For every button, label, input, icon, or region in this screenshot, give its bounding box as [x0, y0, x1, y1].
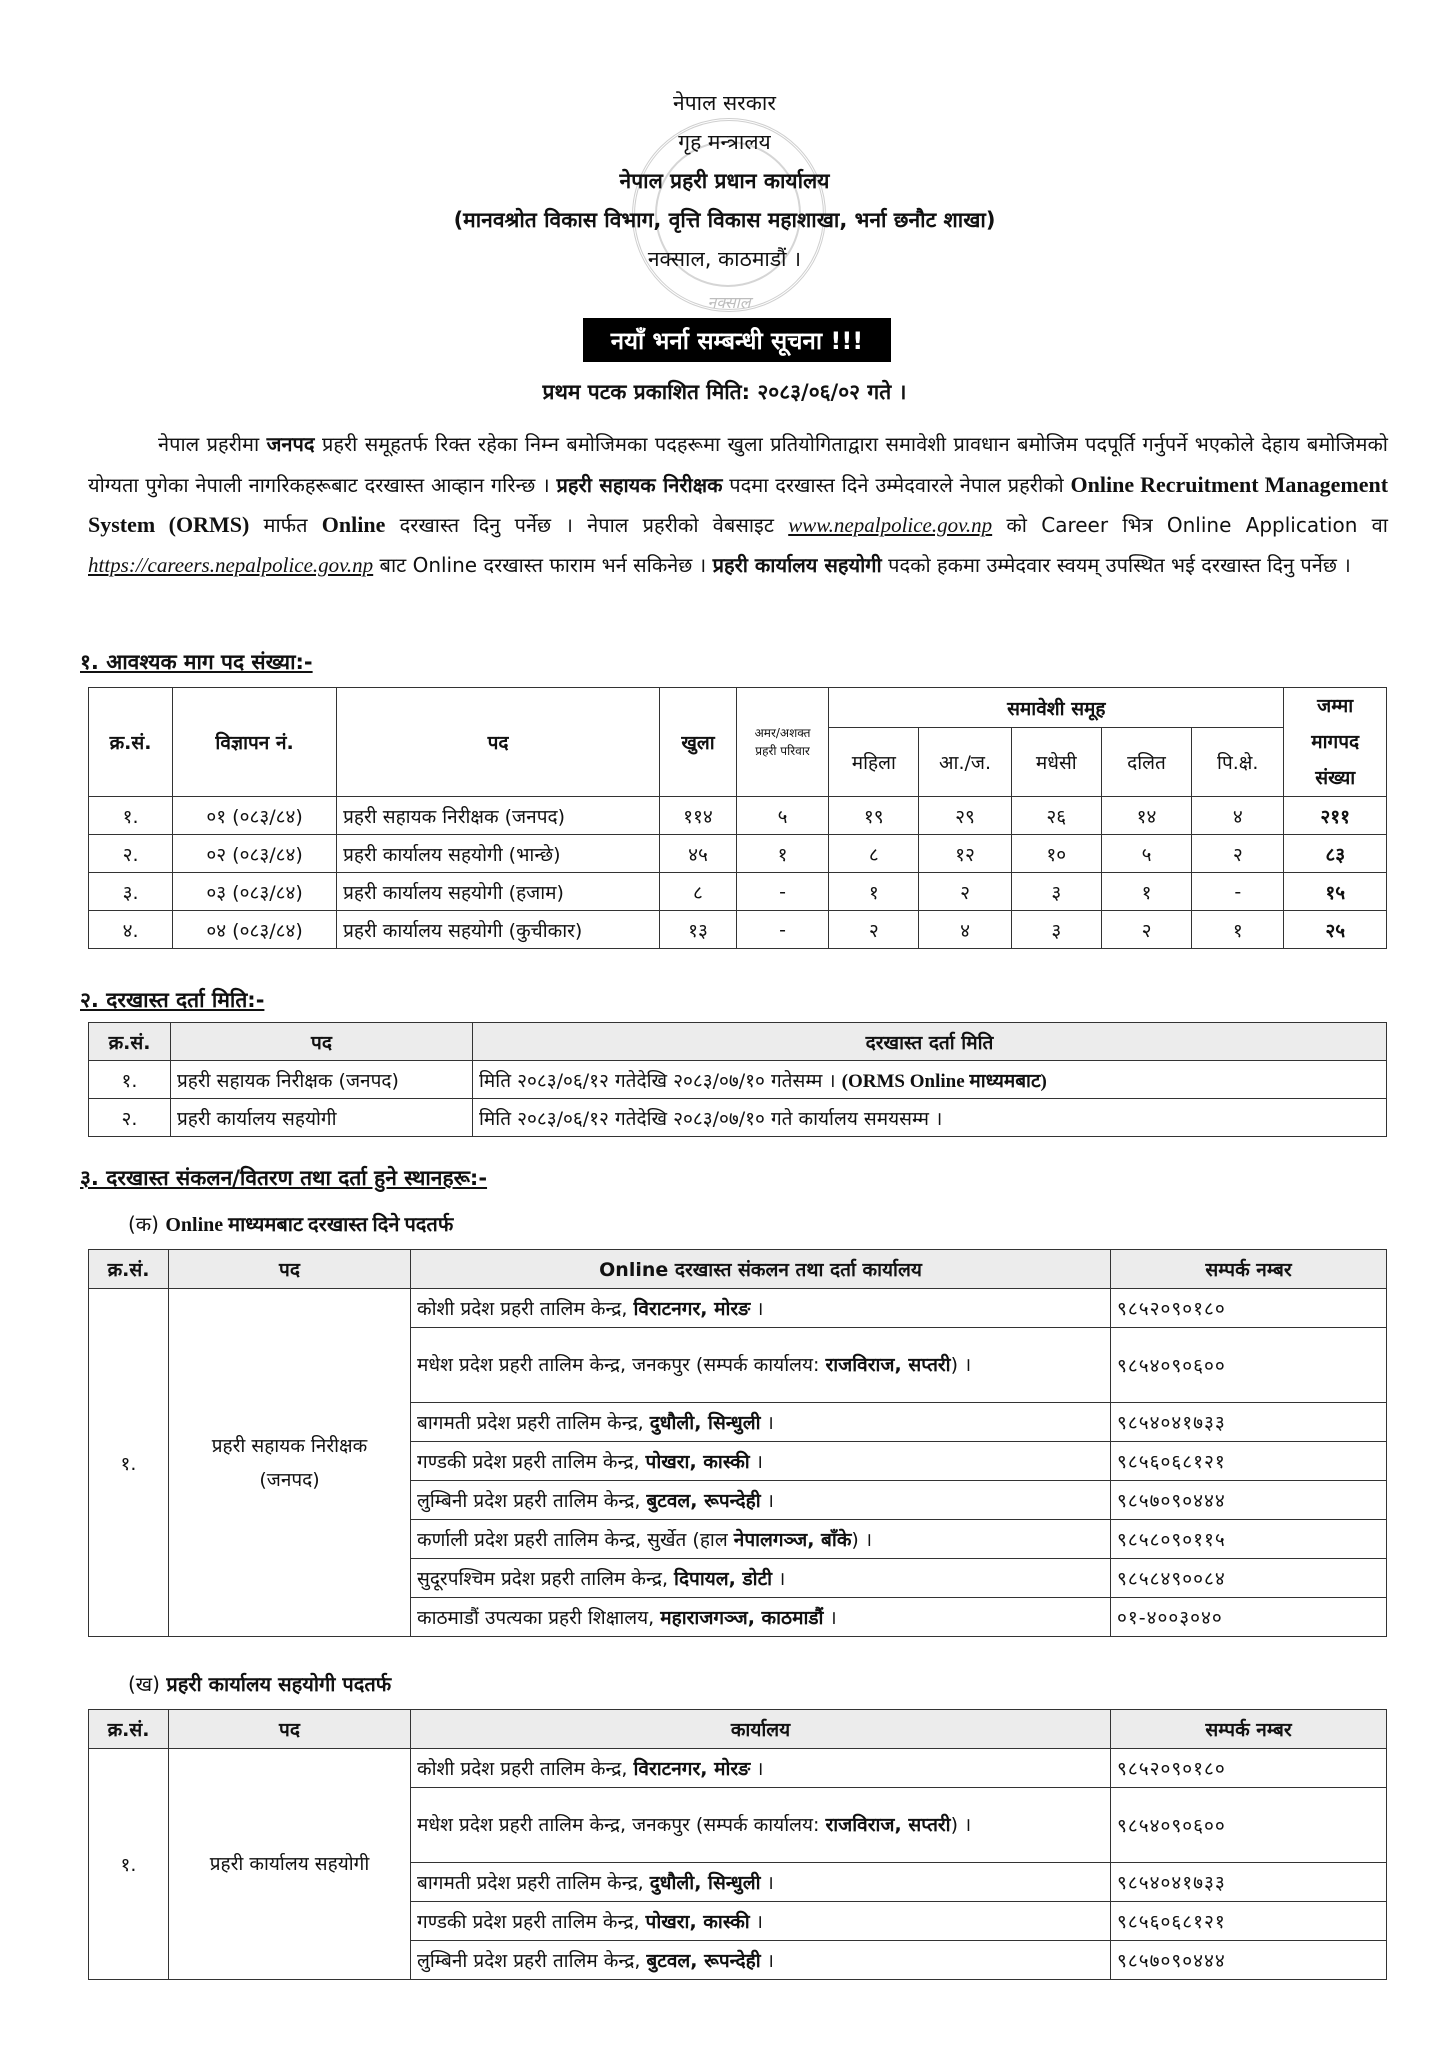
cell-post: प्रहरी सहायक निरीक्षक (जनपद): [337, 797, 660, 835]
cell-contact: ९८५६०६८१२१: [1111, 1902, 1387, 1941]
office-location: दुधौली, सिन्धुली: [649, 1412, 761, 1434]
notice-title: नयाँ भर्ना सम्बन्धी सूचना !!!: [583, 318, 891, 362]
header-inclusive: समावेशी समूह: [829, 688, 1284, 728]
cell-office: [411, 1403, 1111, 1442]
office-name: मधेश प्रदेश प्रहरी तालिम केन्द्र, जनकपुर (सम्पर्क कार्यालय:: [417, 1814, 826, 1836]
header-office: नेपाल प्रहरी प्रधान कार्यालय: [619, 169, 830, 193]
cell-sn: ३.: [89, 873, 173, 911]
header-madhesi: मधेसी: [1011, 728, 1101, 797]
cell-post: प्रहरी सहायक निरीक्षक (जनपद): [171, 1061, 473, 1099]
intro-bold: प्रहरी सहायक निरीक्षक: [556, 472, 723, 497]
office-suffix: ।: [760, 1872, 774, 1894]
header-women: महिला: [829, 728, 919, 797]
cell-adno: ०३ (०८३/८४): [173, 873, 337, 911]
seal-text: नक्साल: [707, 293, 751, 312]
cell-contact: ९८५२०९०१८०: [1111, 1749, 1387, 1788]
cell-madhesi: ३: [1011, 873, 1101, 911]
header-post: पद: [169, 1250, 411, 1289]
cell-dalit: १: [1101, 873, 1191, 911]
cell-office: [411, 1788, 1111, 1863]
cell-family: -: [736, 873, 828, 911]
header-contact: सम्पर्क नम्बर: [1111, 1250, 1387, 1289]
cell-contact: ९८५४०४१७३३: [1111, 1403, 1387, 1442]
cell-office: [411, 1328, 1111, 1403]
header-backward: पि.क्षे.: [1192, 728, 1284, 797]
office-location: नेपालगञ्ज, बाँके: [733, 1529, 852, 1551]
cell-backward: ४: [1192, 797, 1284, 835]
header-office: Online दरखास्त संकलन तथा दर्ता कार्यालय: [411, 1250, 1111, 1289]
office-name: काठमाडौं उपत्यका प्रहरी शिक्षालय,: [417, 1607, 661, 1629]
table-row: [89, 1749, 1387, 1788]
intro-text: बाट Online दरखास्त फाराम भर्न सकिनेछ ।: [373, 552, 713, 577]
cell-dalit: १४: [1101, 797, 1191, 835]
intro-bold: प्रहरी कार्यालय सहयोगी: [712, 552, 882, 577]
cell-madhesi: २६: [1011, 797, 1101, 835]
cell-open: ११४: [660, 797, 737, 835]
office-suffix: ।: [760, 1950, 774, 1972]
cell-contact: ९८५७०९०४४४: [1111, 1481, 1387, 1520]
cell-women: २: [829, 911, 919, 949]
office-location: विराटनगर, मोरङ: [633, 1758, 751, 1780]
office-suffix: ) ।: [851, 1529, 873, 1551]
date-text: मिति २०८३/०६/१२ गतेदेखि २०८३/०७/१० गते कार्यालय समयसम्म ।: [479, 1107, 943, 1130]
online-offices-table: [88, 1249, 1387, 1637]
intro-text: दरखास्त दिनु पर्नेछ । नेपाल प्रहरीको वेबसाइट: [385, 513, 789, 537]
cell-total: ८३: [1284, 835, 1387, 873]
office-location: दुधौली, सिन्धुली: [649, 1872, 761, 1894]
cell-backward: १: [1192, 911, 1284, 949]
header-adno: विज्ञापन नं.: [173, 688, 337, 797]
cell-backward: -: [1192, 873, 1284, 911]
header-sn: क्र.सं.: [89, 1710, 169, 1749]
office-name: कर्णाली प्रदेश प्रहरी तालिम केन्द्र, सुर्खेत (हाल: [417, 1529, 734, 1551]
header-date: दरखास्त दर्ता मिति: [473, 1023, 1387, 1061]
cell-office: [411, 1481, 1111, 1520]
office-assistant-table: [88, 1709, 1387, 1980]
subsection-b-prefix: (ख): [128, 1672, 167, 1696]
office-location: पोखरा, कास्की: [645, 1911, 750, 1933]
section1-title: १. आवश्यक माग पद संख्या:-: [80, 650, 313, 674]
header-post: पद: [337, 688, 660, 797]
posts-table: [88, 687, 1387, 949]
cell-sn: १.: [89, 1061, 171, 1099]
cell-contact: ९८५४०९०६००: [1111, 1788, 1387, 1863]
cell-contact: ०१-४००३०४०: [1111, 1598, 1387, 1637]
cell-post: प्रहरी कार्यालय सहयोगी (भान्छे): [337, 835, 660, 873]
cell-open: ८: [660, 873, 737, 911]
office-suffix: ) ।: [950, 1814, 972, 1836]
cell-family: ५: [736, 797, 828, 835]
cell-sn: ४.: [89, 911, 173, 949]
cell-madhesi: ३: [1011, 911, 1101, 949]
cell-backward: २: [1192, 835, 1284, 873]
office-name: मधेश प्रदेश प्रहरी तालिम केन्द्र, जनकपुर (सम्पर्क कार्यालय:: [417, 1354, 826, 1376]
header-family: अमर/अशक्त प्रहरी परिवार: [736, 688, 828, 797]
header-office: कार्यालय: [411, 1710, 1111, 1749]
cell-contact: ९८५७०९०४४४: [1111, 1941, 1387, 1980]
office-name: बागमती प्रदेश प्रहरी तालिम केन्द्र,: [417, 1872, 650, 1894]
office-suffix: ।: [750, 1298, 764, 1320]
office-suffix: ।: [750, 1758, 764, 1780]
office-suffix: ।: [760, 1412, 774, 1434]
subsection-b-title: [128, 1670, 391, 1697]
office-assistant-body: [89, 1749, 1387, 1980]
cell-madhesi: १०: [1011, 835, 1101, 873]
section2-title: २. दरखास्त दर्ता मिति:-: [80, 988, 265, 1012]
cell-post: प्रहरी सहायक निरीक्षक (जनपद): [169, 1289, 411, 1637]
office-suffix: ।: [760, 1490, 774, 1512]
online-offices-body: [89, 1289, 1387, 1637]
office-location: पोखरा, कास्की: [645, 1451, 750, 1473]
header-address: नक्साल, काठमाडौं ।: [647, 247, 802, 271]
header-dalit: दलित: [1101, 728, 1191, 797]
intro-text: को Career भित्र Online Application वा: [992, 513, 1388, 537]
intro-text: पदमा दरखास्त दिने उम्मेदवारले नेपाल प्रहरीको: [722, 472, 1071, 497]
office-suffix: ।: [772, 1568, 786, 1590]
cell-janajati: १२: [919, 835, 1011, 873]
cell-post: प्रहरी कार्यालय सहयोगी (हजाम): [337, 873, 660, 911]
office-name: कोशी प्रदेश प्रहरी तालिम केन्द्र,: [417, 1298, 634, 1320]
cell-adno: ०४ (०८३/८४): [173, 911, 337, 949]
date-method: (ORMS Online माध्यमबाट): [841, 1070, 1047, 1092]
office-name: गण्डकी प्रदेश प्रहरी तालिम केन्द्र,: [417, 1451, 646, 1473]
header-government: नेपाल सरकार: [673, 91, 776, 115]
table-row: [89, 1099, 1387, 1137]
cell-office: [411, 1520, 1111, 1559]
office-name: लुम्बिनी प्रदेश प्रहरी तालिम केन्द्र,: [417, 1950, 647, 1972]
cell-women: ८: [829, 835, 919, 873]
office-suffix: ।: [823, 1607, 837, 1629]
cell-date: [473, 1099, 1387, 1137]
cell-open: ४५: [660, 835, 737, 873]
office-suffix: ।: [749, 1911, 763, 1933]
table-row: [89, 797, 1387, 835]
cell-contact: ९८५६०६८१२१: [1111, 1442, 1387, 1481]
published-date: प्रथम पटक प्रकाशित मिति: २०८३/०६/०२ गते ।: [542, 380, 907, 404]
cell-office: [411, 1863, 1111, 1902]
cell-office: [411, 1902, 1111, 1941]
website-link[interactable]: www.nepalpolice.gov.np: [788, 513, 993, 537]
office-name: कोशी प्रदेश प्रहरी तालिम केन्द्र,: [417, 1758, 634, 1780]
cell-sn: १.: [89, 797, 173, 835]
office-location: महाराजगञ्ज, काठमाडौं: [660, 1607, 824, 1629]
cell-family: १: [736, 835, 828, 873]
table-row: [89, 835, 1387, 873]
cell-open: १३: [660, 911, 737, 949]
careers-link[interactable]: https://careers.nepalpolice.gov.np: [88, 552, 374, 577]
header-open: खुला: [660, 688, 737, 797]
cell-total: १५: [1284, 873, 1387, 911]
office-location: विराटनगर, मोरङ: [633, 1298, 751, 1320]
office-name: सुदूरपश्चिम प्रदेश प्रहरी तालिम केन्द्र,: [417, 1568, 675, 1590]
table-row: [89, 1061, 1387, 1099]
header-contact: सम्पर्क नम्बर: [1111, 1710, 1387, 1749]
cell-office: [411, 1289, 1111, 1328]
cell-contact: ९८५८०९०११५: [1111, 1520, 1387, 1559]
dates-table: [88, 1022, 1387, 1137]
cell-adno: ०१ (०८३/८४): [173, 797, 337, 835]
office-location: राजविराज, सप्तरी: [825, 1814, 951, 1836]
cell-adno: ०२ (०८३/८४): [173, 835, 337, 873]
table-row: [89, 911, 1387, 949]
cell-family: -: [736, 911, 828, 949]
cell-contact: ९८५४०९०६००: [1111, 1328, 1387, 1403]
cell-women: १९: [829, 797, 919, 835]
cell-office: [411, 1442, 1111, 1481]
header-post: पद: [169, 1710, 411, 1749]
subsection-b-label: प्रहरी कार्यालय सहयोगी पदतर्फ: [166, 1672, 392, 1696]
cell-dalit: २: [1101, 911, 1191, 949]
office-name: लुम्बिनी प्रदेश प्रहरी तालिम केन्द्र,: [417, 1490, 647, 1512]
cell-janajati: २: [919, 873, 1011, 911]
cell-date: [473, 1061, 1387, 1099]
cell-post: प्रहरी कार्यालय सहयोगी: [171, 1099, 473, 1137]
cell-total: २११: [1284, 797, 1387, 835]
office-location: बुटवल, रूपन्देही: [646, 1950, 761, 1972]
office-name: गण्डकी प्रदेश प्रहरी तालिम केन्द्र,: [417, 1911, 646, 1933]
intro-text: नेपाल प्रहरीमा: [158, 432, 267, 456]
cell-post: प्रहरी कार्यालय सहयोगी (कुचीकार): [337, 911, 660, 949]
cell-sn: २.: [89, 835, 173, 873]
header-janajati: आ./ज.: [919, 728, 1011, 797]
office-suffix: ।: [749, 1451, 763, 1473]
cell-office: [411, 1941, 1111, 1980]
office-name: बागमती प्रदेश प्रहरी तालिम केन्द्र,: [417, 1412, 650, 1434]
cell-sn: २.: [89, 1099, 171, 1137]
cell-sn: १.: [89, 1749, 169, 1980]
cell-sn: १.: [89, 1289, 169, 1637]
header-sn: क्र.सं.: [89, 688, 173, 797]
letterhead: [0, 84, 1449, 279]
header-department: (मानवश्रोत विकास विभाग, वृत्ति विकास महाशाखा, भर्ना छनौट शाखा): [453, 208, 996, 232]
intro-text: प्रहरी समूहतर्फ रिक्त रहेका निम्न बमोजिमका पदहरूमा खुला प्रतियोगिताद्वारा समावेशी प्रावधान बमोजिम पदपूर्ति गर्नुपर्ने भएकोले देहाय बमोजिमको योग्यता पुगेका नेपाली नागरिकहरूबाट दरखास्त आव्हान गरिन्छ ।: [88, 432, 1388, 497]
cell-women: १: [829, 873, 919, 911]
intro-orms: Online Recruitment Management System (ORMS): [88, 471, 1389, 537]
table-row: [89, 1289, 1387, 1328]
table-row: [89, 873, 1387, 911]
dates-table-body: [89, 1061, 1387, 1137]
cell-janajati: २९: [919, 797, 1011, 835]
intro-paragraph: [88, 425, 1388, 585]
subsection-a-title: [128, 1210, 453, 1237]
cell-post: प्रहरी कार्यालय सहयोगी: [169, 1749, 411, 1980]
intro-text: पदको हकमा उम्मेदवार स्वयम् उपस्थित भई दरखास्त दिनु पर्नेछ ।: [881, 552, 1351, 577]
intro-online: Online: [321, 512, 386, 537]
cell-office: [411, 1598, 1111, 1637]
header-sn: क्र.सं.: [89, 1250, 169, 1289]
section3-title: ३. दरखास्त संकलन/वितरण तथा दर्ता हुने स्थानहरू:-: [80, 1166, 488, 1190]
intro-text: मार्फत: [249, 513, 322, 537]
date-text: मिति २०८३/०६/१२ गतेदेखि २०८३/०७/१० गतेसम्म ।: [479, 1069, 842, 1092]
office-location: दिपायल, डोटी: [674, 1568, 773, 1590]
intro-bold: जनपद: [266, 432, 315, 456]
office-location: राजविराज, सप्तरी: [825, 1354, 951, 1376]
cell-total: २५: [1284, 911, 1387, 949]
header-ministry: गृह मन्त्रालय: [678, 130, 771, 154]
office-location: बुटवल, रूपन्देही: [646, 1490, 761, 1512]
header-sn: क्र.सं.: [89, 1023, 171, 1061]
header-total: जम्मा मागपद संख्या: [1284, 688, 1387, 797]
posts-table-body: [89, 797, 1387, 949]
subsection-a-label: Online माध्यमबाट दरखास्त दिने पदतर्फ: [165, 1214, 454, 1236]
cell-contact: ९८५२०९०१८०: [1111, 1289, 1387, 1328]
cell-contact: ९८५८४९००८४: [1111, 1559, 1387, 1598]
cell-janajati: ४: [919, 911, 1011, 949]
office-suffix: ) ।: [950, 1354, 972, 1376]
cell-office: [411, 1559, 1111, 1598]
header-post: पद: [171, 1023, 473, 1061]
subsection-a-prefix: (क): [128, 1212, 166, 1236]
cell-dalit: ५: [1101, 835, 1191, 873]
cell-contact: ९८५४०४१७३३: [1111, 1863, 1387, 1902]
cell-office: [411, 1749, 1111, 1788]
